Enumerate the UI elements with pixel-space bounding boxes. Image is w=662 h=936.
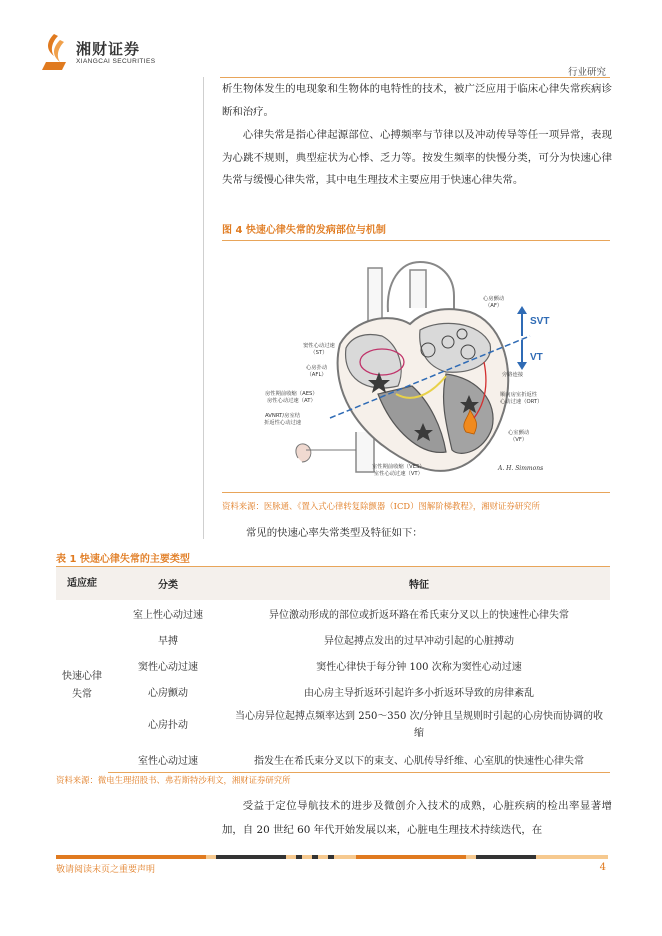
table-row bbox=[56, 600, 610, 626]
svt-label: SVT bbox=[530, 316, 550, 327]
table-row bbox=[56, 704, 610, 746]
header-type: 分类 bbox=[108, 567, 228, 601]
logo-text-cn: 湘财证券 bbox=[76, 40, 141, 58]
pulmonary-trunk bbox=[410, 270, 426, 308]
label-afl: 心房扑动 （AFL） bbox=[306, 365, 328, 378]
label-ves: 室性期前收缩（VES） 室性心动过速（VT） bbox=[372, 464, 425, 477]
figure-bottom-rule bbox=[222, 492, 610, 493]
table-row bbox=[56, 678, 610, 704]
table-row bbox=[56, 652, 610, 678]
indication-cell: 快速心律失常 bbox=[62, 671, 102, 701]
header-indication: 适应症 bbox=[56, 567, 108, 601]
type-cell: 心房颤动 bbox=[148, 687, 188, 699]
figure-source: 资料来源：医脉通、《置入式心律转复除颤器（ICD）图解阶梯教程》，湘财证券研究所 bbox=[222, 501, 540, 511]
page-number: 4 bbox=[599, 862, 606, 873]
table-row bbox=[56, 746, 610, 773]
label-st: 窦性心动过速 （ST） bbox=[303, 343, 335, 356]
footer-disclaimer: 敬请阅读末页之重要声明 bbox=[56, 865, 156, 875]
table-title: 表 1 快速心律失常的主要类型 bbox=[56, 554, 190, 565]
type-cell: 室上性心动过速 bbox=[133, 609, 203, 621]
arrhythmia-types-table bbox=[56, 566, 610, 773]
feature-cell: 窦性心律快于每分钟 100 次称为窦性心动过速 bbox=[316, 661, 522, 673]
company-logo bbox=[40, 32, 160, 74]
figure-top-rule bbox=[222, 240, 610, 241]
superior-vena-cava bbox=[368, 268, 382, 322]
table-source: 资料来源：微电生理招股书、弗若斯特沙利文，湘财证券研究所 bbox=[56, 775, 291, 785]
label-af: 心房颤动 （AF） bbox=[483, 296, 505, 309]
logo-text-en: XIANGCAI SECURITIES bbox=[76, 58, 156, 65]
feature-cell: 由心房主导折返环引起许多小折返环导致的房律紊乱 bbox=[304, 687, 534, 699]
type-cell: 室性心动过速 bbox=[108, 746, 228, 773]
table-intro: 常见的快速心率失常类型及特征如下： bbox=[246, 527, 423, 539]
paragraph-2: 心律失常是指心律起源部位、心搏频率与节律以及冲动传导等任一项异常，表现为心跳不规则，典型症状为心悸、乏力等。按发生频率的快慢分类，可分为快速心律失常与缓慢心律失常，其中电生理技术主要应用于快速心律失常。 bbox=[222, 129, 612, 186]
feature-cell: 异位起搏点发出的过早冲动引起的心脏搏动 bbox=[324, 635, 514, 647]
column-divider bbox=[203, 77, 204, 539]
label-vf: 心室颤动 （VF） bbox=[508, 430, 530, 443]
label-avnrt: AVNRT/房室结 折返性心动过速 bbox=[264, 413, 302, 426]
paragraph-1: 析生物体发生的电现象和生物体的电特性的技术，被广泛应用于临床心律失常疾病诊断和治疗。 bbox=[222, 83, 612, 118]
feature-cell: 当心房异位起搏点频率达到 250～350 次/分钟且呈规则时引起的心房快而协调的收缩 bbox=[235, 711, 603, 739]
type-cell: 窦性心动过速 bbox=[138, 661, 198, 673]
logo-mark-icon bbox=[40, 32, 70, 72]
label-aes: 房性期前收缩（AES） 房性心动过速（AT） bbox=[265, 391, 318, 404]
paragraph-3: 受益于定位导航技术的进步及微创介入技术的成熟，心脏疾病的检出率显著增加，自 20 世纪 60 年代开始发展以来，心脏电生理技术持续迭代，在 bbox=[222, 800, 612, 836]
header-feature: 特征 bbox=[228, 567, 610, 601]
footer-bar bbox=[56, 855, 608, 859]
label-ort: 顺向房室折返性 心动过速（ORT） bbox=[500, 392, 543, 405]
table-row bbox=[56, 626, 610, 652]
type-cell: 心房扑动 bbox=[148, 719, 188, 731]
illustrator-signature: A. H. Simmons bbox=[498, 465, 544, 472]
table-header-row bbox=[56, 567, 610, 601]
feature-cell: 指发生在希氏束分叉以下的束支、心肌传导纤维、心室肌的快速性心律失常 bbox=[228, 746, 610, 773]
type-cell: 早搏 bbox=[158, 635, 178, 647]
label-pathway: 旁路连接 bbox=[502, 372, 524, 378]
vt-label: VT bbox=[530, 352, 543, 363]
section-tag: 行业研究 bbox=[567, 67, 606, 78]
figure-title: 图 4 快速心律失常的发病部位与机制 bbox=[222, 225, 386, 236]
feature-cell: 异位激动形成的部位或折返环路在希氏束分叉以上的快速性心律失常 bbox=[269, 609, 569, 621]
